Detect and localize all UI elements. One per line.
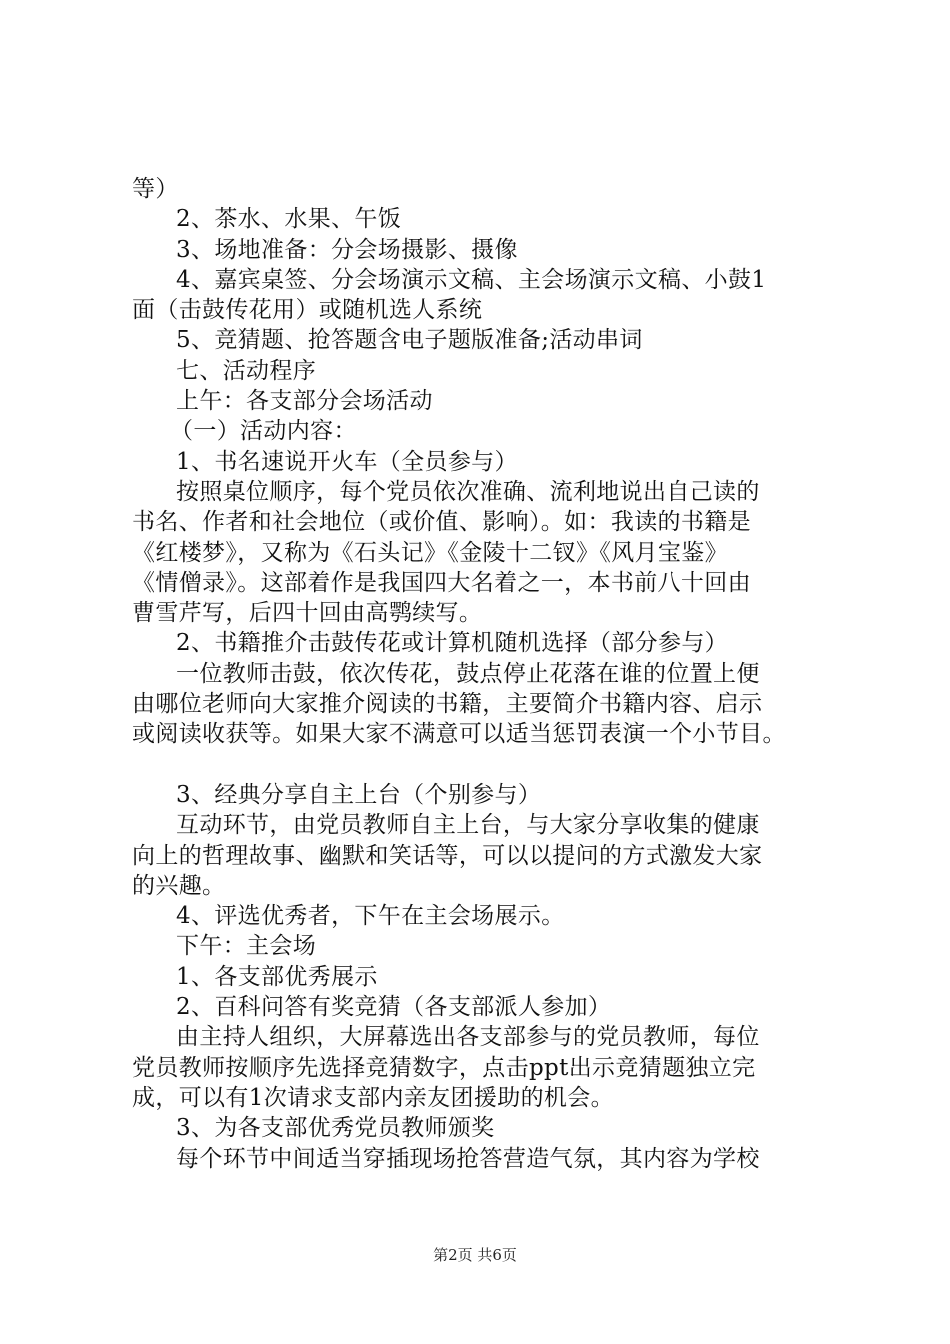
text-line: 《红楼梦》，又称为《石头记》《金陵十二钗》《风月宝鉴》 [132,539,728,566]
text-line: 等） [132,176,179,202]
text-line: 《情僧录》。这部着作是我国四大名着之一，本书前八十回由 [132,569,751,596]
blank-line [132,750,837,780]
text-line: 3、经典分享自主上台（个别参与） [176,781,542,808]
text-line: 3、为各支部优秀党员教师颁奖 [176,1115,495,1142]
text-line: 每个环节中间适当穿插现场抢答营造气氛，其内容为学校 [176,1145,760,1172]
section-heading: 七、活动程序 [176,357,317,384]
text-line: 书名、作者和社会地位（或价值、影响）。如：我读的书籍是 [132,509,751,536]
text-line: 3、场地准备：分会场摄影、摄像 [176,236,518,263]
text-line: 向上的哲理故事、幽默和笑话等，可以以提问的方式激发大家 [132,842,763,869]
text-line: 由主持人组织，大屏幕选出各支部参与的党员教师，每位 [176,1024,760,1051]
text-line: 一位教师击鼓，依次传花，鼓点停止花落在谁的位置上便 [176,660,760,687]
text-line: 1、各支部优秀展示 [176,963,378,990]
text-line: 2、书籍推介击鼓传花或计算机随机选择（部分参与） [176,630,729,657]
text-line: 4、嘉宾桌签、分会场演示文稿、主会场演示文稿、小鼓1 [176,266,767,293]
text-line: 曹雪芹写，后四十回由高鹗续写。 [132,600,483,627]
text-line: 的兴趣。 [132,872,226,899]
text-line: 或阅读收获等。如果大家不满意可以适当惩罚表演一个小节目。 [132,721,786,748]
text-line: 由哪位老师向大家推介阅读的书籍，主要简介书籍内容、启示 [132,691,763,718]
text-line: 党员教师按顺序先选择竞猜数字，点击ppt出示竞猜题独立完 [132,1054,756,1081]
section-heading: 下午：主会场 [176,933,317,960]
text-line: 按照桌位顺序，每个党员依次准确、流利地说出自己读的 [176,478,760,505]
page-number-footer: 第2页 共6页 [433,1246,517,1264]
text-line: 5、竞猜题、抢答题含电子题版准备;活动串词 [176,327,643,354]
text-line: 4、评选优秀者，下午在主会场展示。 [176,903,565,930]
text-line: 面（击鼓传花用）或随机选人系统 [132,297,483,324]
document-body [132,174,837,1174]
section-heading: 上午：各支部分会场活动 [176,388,433,415]
text-line: 成，可以有1次请求支部内亲友团援助的机会。 [132,1084,614,1111]
text-line: 2、百科问答有奖竞猜（各支部派人参加） [176,994,612,1021]
text-line: 1、书名速说开火车（全员参与） [176,448,518,475]
subsection-heading: （一）活动内容： [170,418,357,445]
text-line: 2、茶水、水果、午饭 [176,206,402,233]
text-line: 互动环节，由党员教师自主上台，与大家分享收集的健康 [176,812,760,839]
